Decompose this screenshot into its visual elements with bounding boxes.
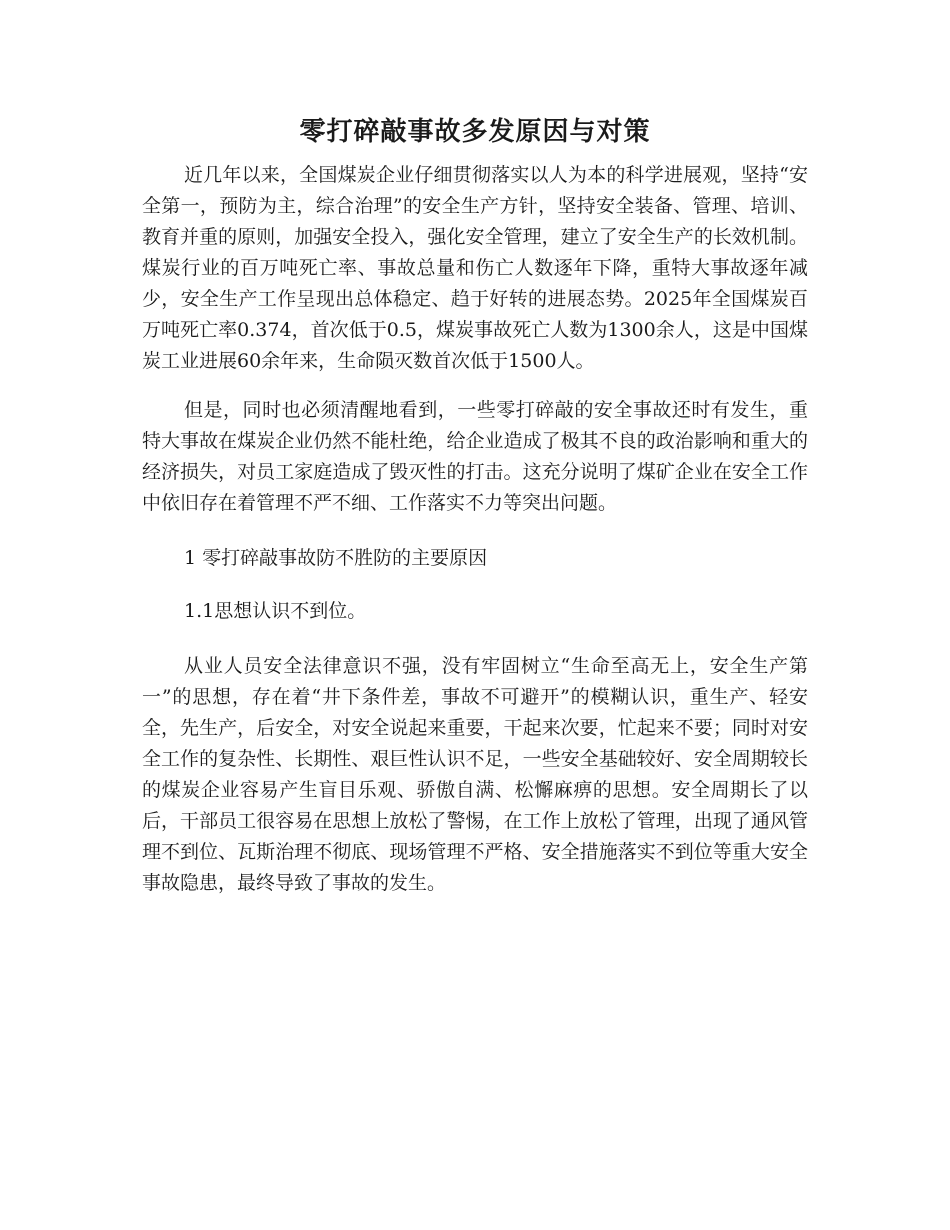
paragraph-awareness: 从业人员安全法律意识不强，没有牢固树立“生命至高无上，安全生产第一”的思想，存在着“井下条件差，事故不可避开”的模糊认识，重生产、轻安全，先生产，后安全，对安全说起来重要，干起来次要，忙起来不要；同时对安全工作的复杂性、长期性、艰巨性认识不足，一些安全基础较好、安全周期较长的煤炭企业容易产生盲目乐观、骄傲自满、松懈麻痹的思想。安全周期长了以后，干部员工很容易在思想上放松了警惕，在工作上放松了管理，出现了通风管理不到位、瓦斯治理不彻底、现场管理不严格、安全措施落实不到位等重大安全事故隐患，最终导致了事故的发生。 xyxy=(142,655,808,894)
section-heading-1: 1 零打碎敲事故防不胜防的主要原因 xyxy=(184,547,488,569)
document-page xyxy=(142,108,808,899)
paragraph-intro: 近几年以来，全国煤炭企业仔细贯彻落实以人为本的科学进展观，坚持“安全第一，预防为主，综合治理”的安全生产方针，坚持安全装备、管理、培训、教育并重的原则，加强安全投入，强化安全管理，建立了安全生产的长效机制。煤炭行业的百万吨死亡率、事故总量和伤亡人数逐年下降，重特大事故逐年减少，安全生产工作呈现出总体稳定、趋于好转的进展态势。2025年全国煤炭百万吨死亡率0.374，首次低于0.5，煤炭事故死亡人数为1300余人，这是中国煤炭工业进展60余年来，生命陨灭数首次低于1500人。 xyxy=(142,164,808,372)
subsection-heading-1-1: 1.1思想认识不到位。 xyxy=(184,600,367,622)
paragraph-however: 但是，同时也必须清醒地看到，一些零打碎敲的安全事故还时有发生，重特大事故在煤炭企业仍然不能杜绝，给企业造成了极其不良的政治影响和重大的经济损失，对员工家庭造成了毁灭性的打击。这充分说明了煤矿企业在安全工作中依旧存在着管理不严不细、工作落实不力等突出问题。 xyxy=(142,399,808,514)
document-title: 零打碎敲事故多发原因与对策 xyxy=(299,117,651,147)
